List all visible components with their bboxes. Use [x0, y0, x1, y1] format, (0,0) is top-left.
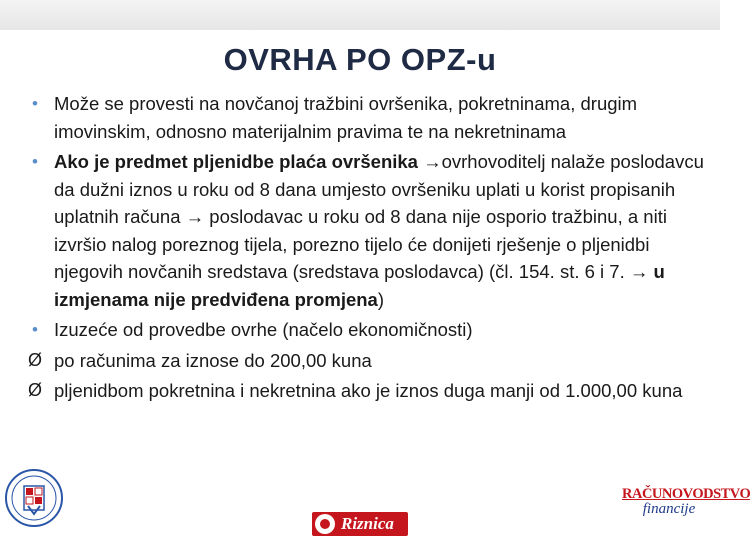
riznica-logo-text: Riznica: [341, 514, 394, 533]
sub-item-2: [28, 377, 708, 405]
bullet-bold-tail: u izmjenama nije predviđena promjena: [54, 261, 665, 310]
bullet-item-1: [28, 90, 708, 145]
sub-item-1: [28, 347, 708, 375]
bullet-icon: •: [32, 152, 38, 171]
slide-title: OVRHA PO OPZ-u: [223, 42, 497, 77]
sub-bullet-icon: Ø: [28, 349, 43, 370]
riznica-emblem-icon: [315, 514, 335, 534]
bullet-icon: •: [32, 320, 38, 339]
sub-item-text: pljenidbom pokretnina i nekretnina ako je iznos duga manji od 1.000,00 kuna: [54, 380, 683, 401]
institution-seal-logo: [4, 466, 64, 530]
logo-text-bottom: financije: [642, 501, 696, 517]
riznica-logo: [312, 512, 408, 536]
bullet-part-1: ovrhovoditelj nalaže poslodavcu da dužni iznos u roku od 8 dana umjesto ovršeniku uplati u korist propisanih uplatnih računa: [54, 151, 704, 227]
arrow-icon: →: [629, 261, 649, 282]
bullet-text: Može se provesti na novčanoj tražbini ovršenika, pokretninama, drugim imovinskim, odnosno materijalnim pravima te na nekretninama: [54, 93, 638, 142]
racunovodstvo-financije-logo: [622, 486, 750, 532]
logo-text-top: RAČUNOVODSTVO: [622, 486, 750, 502]
bullet-text: Izuzeće od provedbe ovrhe (načelo ekonomičnosti): [54, 319, 473, 340]
bullet-close-paren: ): [377, 288, 385, 310]
bullet-item-2: [28, 148, 708, 313]
arrow-icon: →: [423, 151, 442, 172]
bullet-icon: •: [32, 94, 38, 113]
sub-item-text: po računima za iznose do 200,00 kuna: [54, 349, 372, 371]
sub-bullet-icon: Ø: [28, 380, 43, 400]
bullet-bold-lead: Ako je predmet pljenidbe plaća ovršenika: [54, 151, 418, 172]
slide-content: [28, 90, 708, 408]
bullet-part-2: poslodavac u roku od 8 dana nije osporio tražbinu, a niti izvršio nalog poreznog tijela, porezno tijelo će donijeti rješenje o pljenidbi njegovih novčanih sredstava (sredstava poslodavca) (čl. 154. st. 6 i 7.: [54, 206, 667, 282]
top-bar: [0, 0, 720, 30]
bullet-item-3: [28, 316, 708, 344]
arrow-icon: →: [185, 206, 205, 227]
